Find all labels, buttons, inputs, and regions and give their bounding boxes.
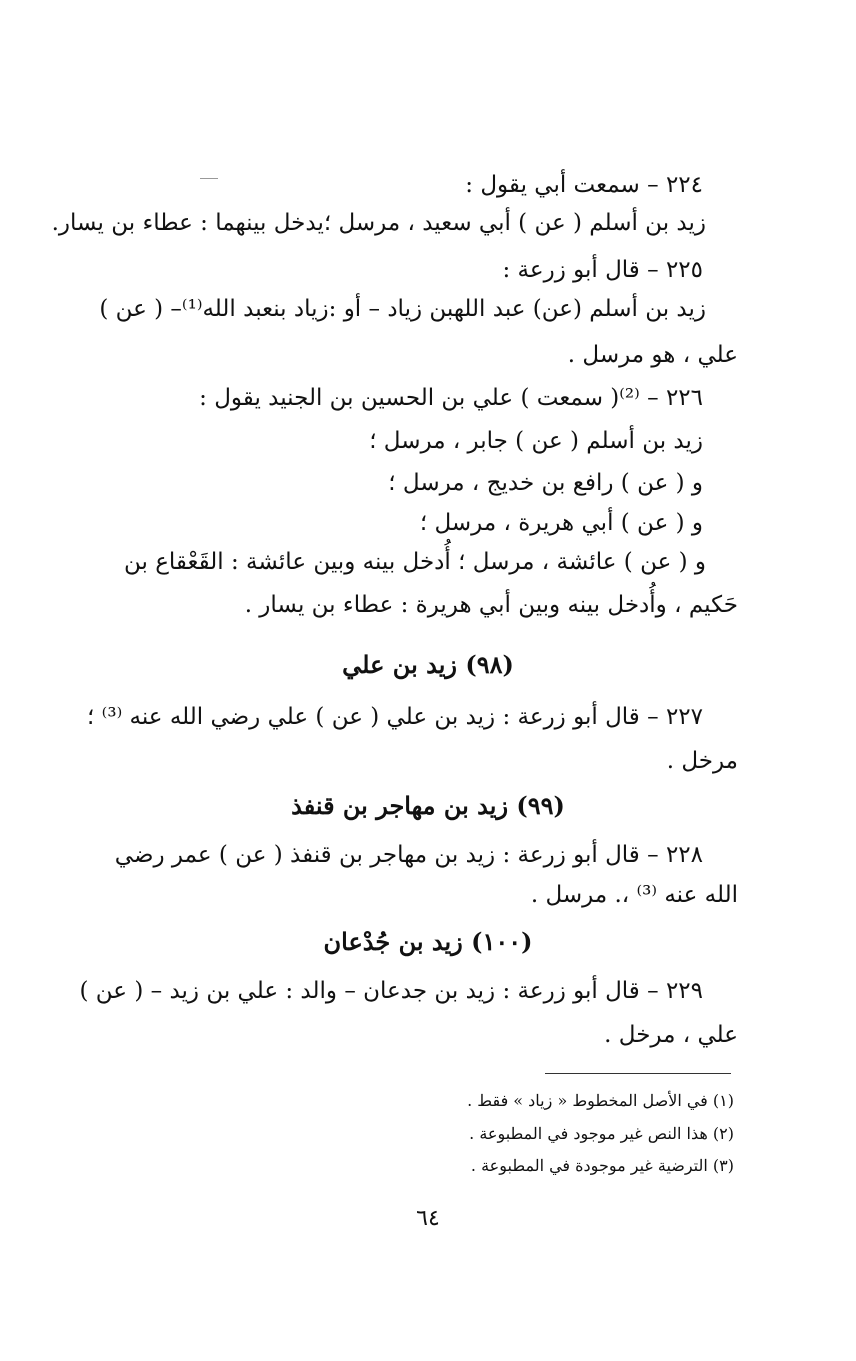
entry-226-line: و ( عن ) عائشة ، مرسل ؛ أُدخل بينه وبين عائشة : القَعْقاع بن [123,549,706,575]
entry-227-line: مرخل . [666,748,738,774]
entry-228-line: الله عنه ⁽³⁾ ،. مرسل . [530,882,738,908]
section-heading-98: (٩٨) زيد بن علي [342,650,514,679]
section-heading-100: (١٠٠) زيد بن جُدْعان [323,927,533,956]
entry-226-line: حَكيم ، وأُدخل بينه وبين أبي هريرة : عطاء بن يسار . [244,592,738,618]
top-mark [200,178,218,179]
entry-226-heading: ٢٢٦ – ⁽²⁾( سمعت ) علي بن الحسين بن الجنيد يقول : [199,385,703,411]
footnote: (٣) الترضية غير موجودة في المطبوعة . [470,1156,734,1175]
entry-225-line: زيد بن أسلم (عن) عبد اللهبن زياد – أو :زياد بنعبد الله⁽¹⁾– ( عن ) [99,296,706,322]
entry-229-line: علي ، مرخل . [604,1022,738,1048]
entry-229-heading: ٢٢٩ – قال أبو زرعة : زيد بن جدعان – والد : علي بن زيد – ( عن ) [79,978,703,1004]
entry-226-line: زيد بن أسلم ( عن ) جابر ، مرسل ؛ [369,428,703,454]
entry-228-heading: ٢٢٨ – قال أبو زرعة : زيد بن مهاجر بن قنفذ ( عن ) عمر رضي [114,842,703,868]
footnote: (٢) هذا النص غير موجود في المطبوعة . [469,1124,734,1143]
section-heading-99: (٩٩) زيد بن مهاجر بن قنفذ [291,791,565,820]
entry-226-line: و ( عن ) رافع بن خديج ، مرسل ؛ [388,470,703,496]
entry-225-heading: ٢٢٥ – قال أبو زرعة : [502,257,703,283]
entry-224-heading: ٢٢٤ – سمعت أبي يقول : [465,172,703,198]
entry-226-line: و ( عن ) أبي هريرة ، مرسل ؛ [419,510,703,536]
page-number: ٦٤ [416,1206,440,1231]
footnote: (١) في الأصل المخطوط « زياد » فقط . [467,1091,734,1110]
footnote-divider [545,1073,731,1074]
entry-227-heading: ٢٢٧ – قال أبو زرعة : زيد بن علي ( عن ) علي رضي الله عنه ⁽³⁾ ؛ [87,704,703,730]
entry-224-line: زيد بن أسلم ( عن ) أبي سعيد ، مرسل ؛يدخل بينهما : عطاء بن يسار. [51,210,706,236]
entry-225-line: علي ، هو مرسل . [567,342,738,368]
